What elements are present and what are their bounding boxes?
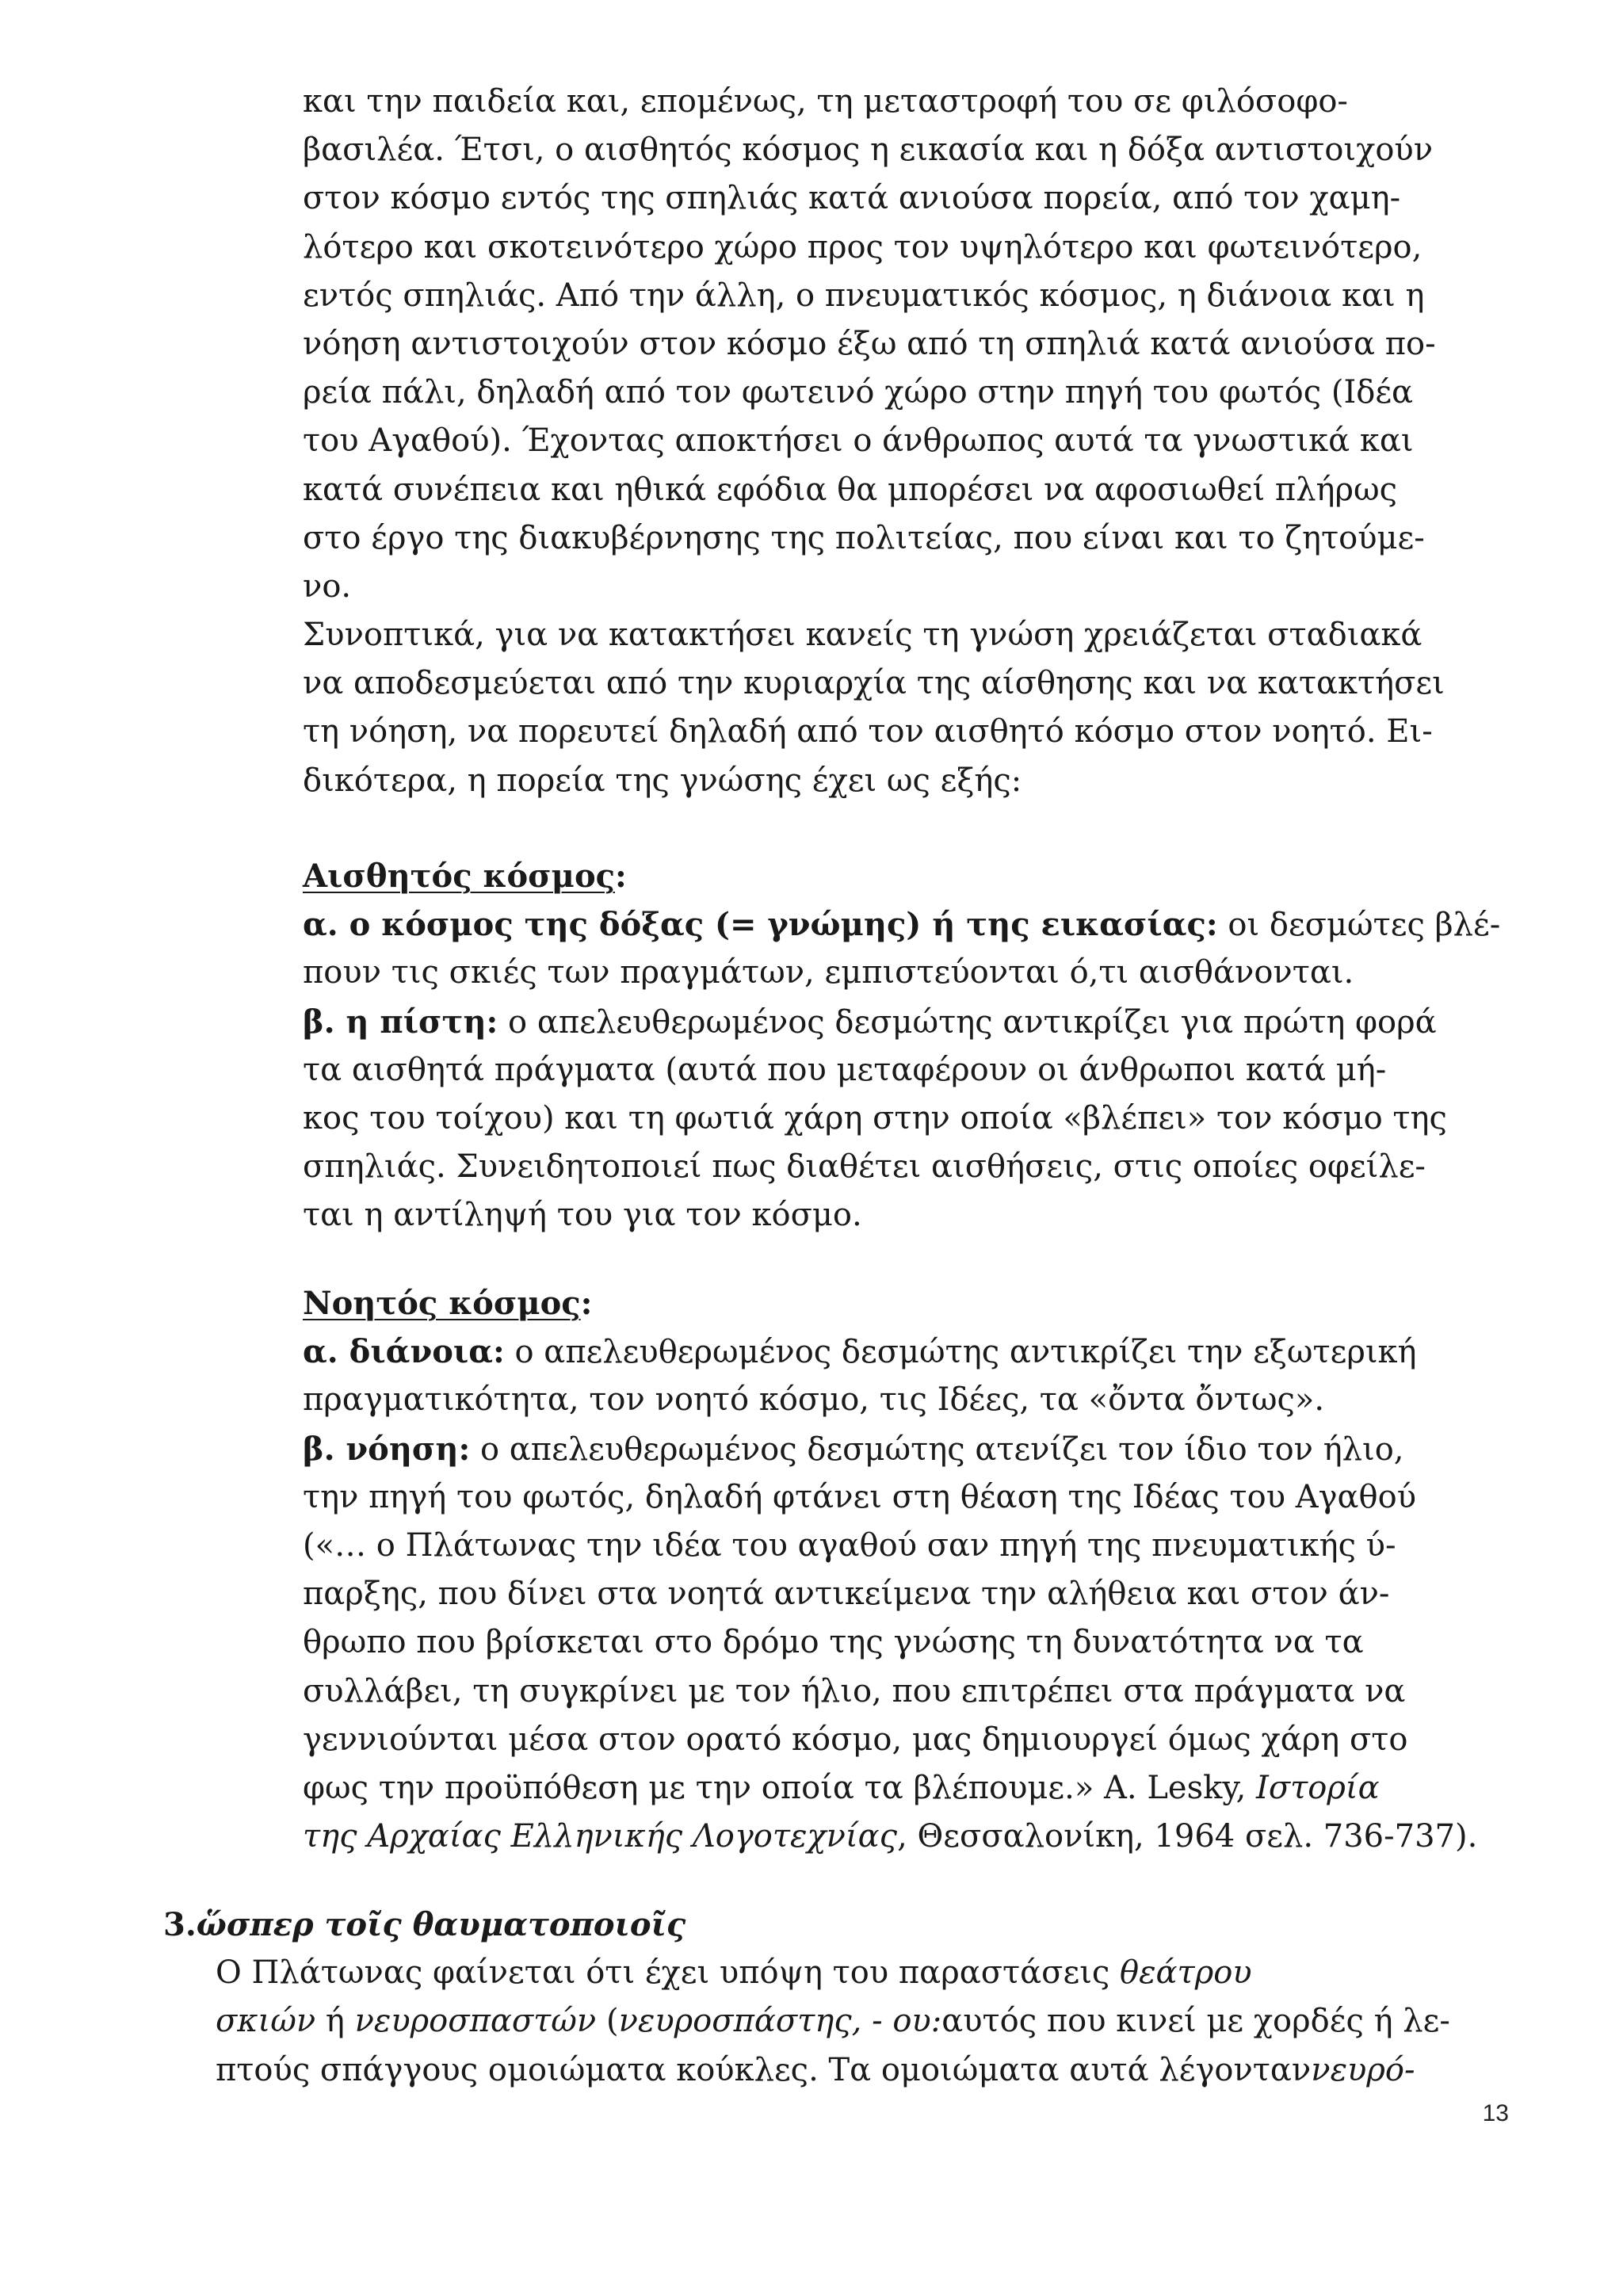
citation-line: της Αρχαίας Ελληνικής Λογοτεχνίας, Θεσσαλονίκη, 1964 σελ. 736-737). (303, 1818, 1478, 1855)
item-label: α. διάνοια: (303, 1333, 505, 1371)
text-line: να αποδεσμεύεται από την κυριαρχία της αίσθησης και να κατακτήσει (303, 665, 1445, 702)
section-number: 3. (163, 1906, 197, 1943)
item-label: α. ο κόσμος της δόξας (= γνώμης) ή της εικασίας: (303, 906, 1218, 944)
list-item: β. νόηση: ο απελευθερωμένος δεσμώτης ατενίζει τον ίδιο τον ήλιο, (303, 1430, 1404, 1468)
text-line: νόηση αντιστοιχούν στον κόσμο έξω από τη σπηλιά κατά ανιούσα πο- (303, 325, 1436, 362)
text-line: γεννιούνται μέσα στον ορατό κόσμο, μας δημιουργεί όμως χάρη στο (303, 1721, 1408, 1758)
text-line: συλλάβει, τη συγκρίνει με τον ήλιο, που επιτρέπει στα πράγματα να (303, 1672, 1406, 1710)
intro-paragraph (303, 78, 1476, 611)
citation-title: Ιστορία (1256, 1769, 1380, 1806)
text-line: του Αγαθού). Έχοντας αποκτήσει ο άνθρωπος αυτά τα γνωστικά και (303, 422, 1414, 460)
list-item: α. διάνοια: ο απελευθερωμένος δεσμώτης αντικρίζει την εξωτερική (303, 1333, 1417, 1371)
text-line: κος του τοίχου) και τη φωτιά χάρη στην οποία «βλέπει» τον κόσμο της (303, 1099, 1447, 1137)
section-title: ὥσπερ τοῖς θαυματοποιοῖς (196, 1906, 686, 1943)
text-line: θρωπο που βρίσκεται στο δρόμο της γνώσης τη δυνατότητα να τα (303, 1624, 1364, 1661)
sensible-world-section (303, 852, 1501, 1240)
text-line: («… ο Πλάτωνας την ιδέα του αγαθού σαν πηγή της πνευματικής ύ- (303, 1526, 1396, 1564)
text-line: βασιλέα. Έτσι, ο αισθητός κόσμος η εικασία και η δόξα αντιστοιχούν (303, 132, 1434, 169)
text-line: δικότερα, η πορεία της γνώσης έχει ως εξής: (303, 762, 1022, 799)
list-item: β. η πίστη: ο απελευθερωμένος δεσμώτης αντικρίζει για πρώτη φορά (303, 1003, 1437, 1041)
text-line: σπηλιάς. Συνειδητοποιεί πως διαθέτει αισθήσεις, στις οποίες οφείλε- (303, 1148, 1426, 1186)
text-line: την πηγή του φωτός, δηλαδή φτάνει στη θέαση της Ιδέας του Αγαθού (303, 1478, 1417, 1515)
text-line: ται η αντίληψή του για τον κόσμο. (303, 1197, 862, 1234)
intelligible-world-section (303, 1279, 1476, 1861)
text-line: πραγματικότητα, τον νοητό κόσμο, τις Ιδέες, τα «ὄντα ὄντως». (303, 1381, 1325, 1419)
citation-title: της Αρχαίας Ελληνικής Λογοτεχνίας (303, 1818, 898, 1855)
item-label: β. νόηση: (303, 1430, 471, 1468)
section-3-heading (163, 1901, 1510, 1949)
text-line: τα αισθητά πράγματα (αυτά που μεταφέρουν οι άνθρωποι κατά μή- (303, 1051, 1387, 1088)
item-label: β. η πίστη: (303, 1003, 498, 1041)
section-heading: Αισθητός κόσμος: (303, 858, 627, 895)
summary-paragraph (303, 611, 1476, 805)
text-line: κατά συνέπεια και ηθικά εφόδια θα μπορέσει να αφοσιωθεί πλήρως (303, 471, 1398, 508)
text-line: παρξης, που δίνει στα νοητά αντικείμενα την αλήθεια και στον άν- (303, 1576, 1390, 1613)
text-line: Συνοπτικά, για να κατακτήσει κανείς τη γνώση χρειάζεται σταδιακά (303, 617, 1423, 653)
text-line: εντός σπηλιάς. Από την άλλη, ο πνευματικός κόσμος, η διάνοια και η (303, 277, 1425, 314)
text-line: λότερο και σκοτεινότερο χώρο προς τον υψηλότερο και φωτεινότερο, (303, 228, 1423, 266)
text-line: νο. (303, 567, 352, 605)
text-line: Ο Πλάτωνας φαίνεται ότι έχει υπόψη του παραστάσεις θεάτρου (216, 1954, 1252, 1992)
text-line: πτούς σπάγγους ομοιώματα κούκλες. Τα ομοιώματα αυτά λέγονταννευρό- (216, 2051, 1415, 2088)
section-heading: Νοητός κόσμος: (303, 1285, 593, 1322)
text-line: ρεία πάλι, δηλαδή από τον φωτεινό χώρο στην πηγή του φωτός (Ιδέα (303, 374, 1414, 411)
list-item: α. ο κόσμος της δόξας (= γνώμης) ή της εικασίας: οι δεσμώτες βλέ- (303, 906, 1501, 944)
text-line: στον κόσμο εντός της σπηλιάς κατά ανιούσα πορεία, από τον χαμη- (303, 180, 1401, 217)
text-line: τη νόηση, να πορευτεί δηλαδή από τον αισθητό κόσμο στον νοητό. Ει- (303, 713, 1433, 751)
text-line: και την παιδεία και, επομένως, τη μεταστροφή του σε φιλόσοφο- (303, 83, 1348, 120)
page-number: 13 (1482, 2100, 1509, 2126)
text-line: σκιών ή νευροσπαστών (νευροσπάστης, - ου:αυτός που κινεί με χορδές ή λε- (216, 2003, 1450, 2040)
section-3 (163, 1901, 1510, 2095)
citation-line: φως την προϋπόθεση με την οποία τα βλέπουμε.» A. Lesky, Ιστορία (303, 1769, 1380, 1806)
text-line: πουν τις σκιές των πραγμάτων, εμπιστεύονται ό,τι αισθάνονται. (303, 954, 1354, 991)
text-line: στο έργο της διακυβέρνησης της πολιτείας, που είναι και το ζητούμε- (303, 519, 1425, 556)
